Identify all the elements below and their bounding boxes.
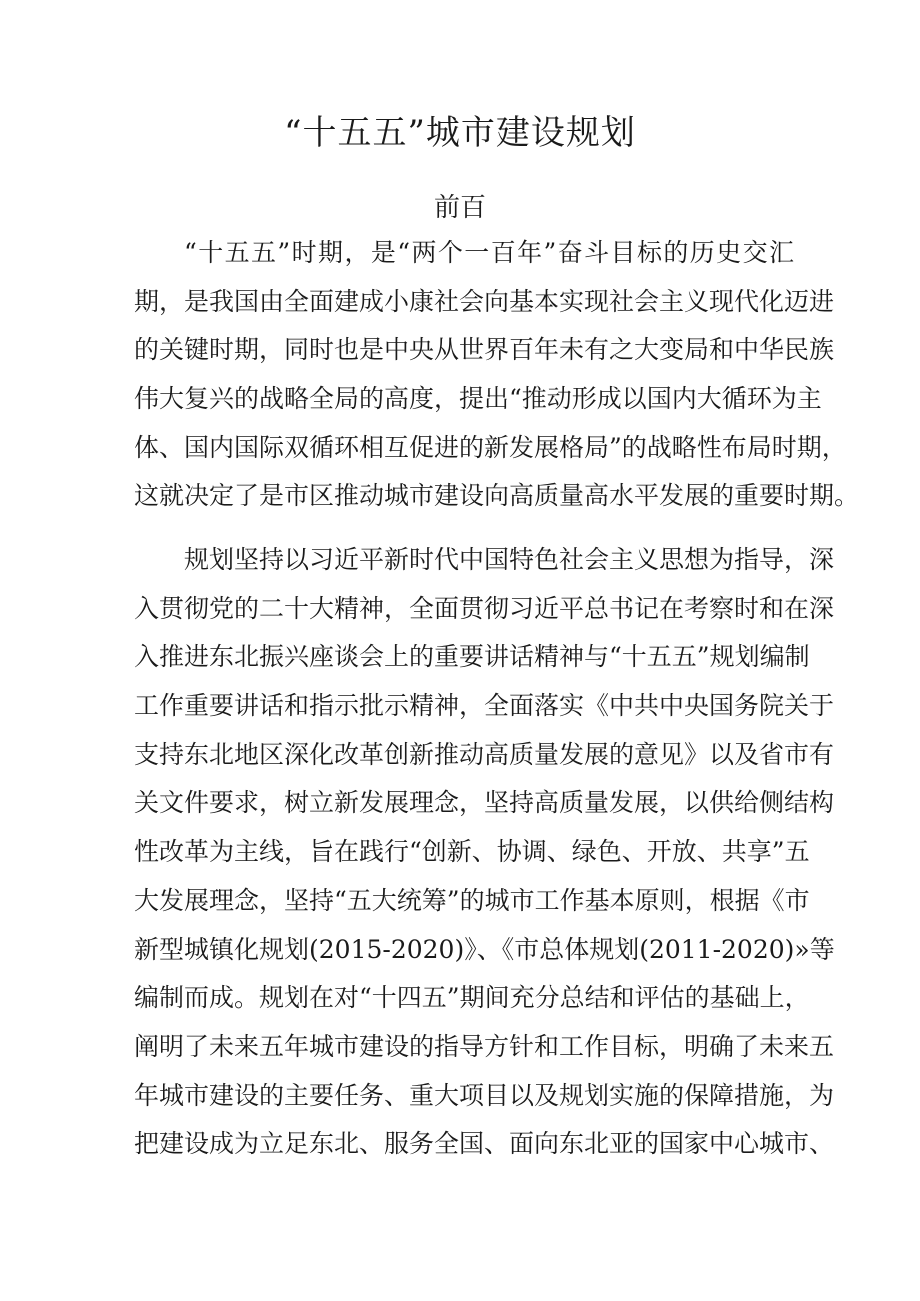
paragraph-2-line: 性改革为主线，旨在践行“创新、协调、绿色、开放、共享”五 (134, 837, 810, 867)
paragraph-2-line: 工作重要讲话和指示批示精神，全面落实《中共中央国务院关于 (134, 691, 835, 721)
paragraph-2-line: 支持东北地区深化改革创新推动高质量发展的意见》以及省市有 (134, 739, 835, 769)
paragraph-1 (134, 229, 860, 521)
paragraph-2-line: 新型城镇化规划(2015-2020)》、《市总体规划(2011-2020)»等 (134, 934, 835, 964)
paragraph-2-line: 阐明了未来五年城市建设的指导方针和工作目标，明确了未来五 (134, 1031, 835, 1061)
paragraph-1-line: 伟大复兴的战略全局的高度，提出“推动形成以国内大循环为主 (134, 384, 822, 414)
paragraph-2-line: 把建设成为立足东北、服务全国、面向东北亚的国家中心城市、 (134, 1129, 835, 1159)
paragraph-2-line: 入推进东北振兴座谈会上的重要讲话精神与“十五五”规划编制 (134, 642, 810, 672)
paragraph-2-line: 入贯彻党的二十大精神，全面贯彻习近平总书记在考察时和在深 (134, 593, 835, 623)
paragraph-1-line: “十五五”时期，是“两个一百年”奋斗目标的历史交汇 (184, 238, 794, 267)
paragraph-1-line: 期，是我国由全面建成小康社会向基本实现社会主义现代化迈进 (134, 286, 835, 316)
paragraph-2 (134, 536, 835, 1169)
paragraph-1-line: 的关键时期，同时也是中央从世界百年未有之大变局和中华民族 (134, 335, 835, 365)
paragraph-1-line: 这就决定了是市区推动城市建设向高质量高水平发展的重要时期。 (134, 481, 860, 511)
paragraph-1-line: 体、国内国际双循环相互促进的新发展格局”的战略性布局时期， (134, 432, 847, 462)
document-title: “十五五”城市建设规划 (284, 113, 636, 153)
paragraph-2-line: 年城市建设的主要任务、重大项目以及规划实施的保障措施，为 (134, 1080, 835, 1110)
paragraph-2-line: 关文件要求，树立新发展理念，坚持高质量发展，以供给侧结构 (134, 788, 835, 818)
paragraph-2-line: 规划坚持以习近平新时代中国特色社会主义思想为指导，深 (184, 545, 835, 574)
paragraph-2-line: 大发展理念，坚持“五大统筹”的城市工作基本原则，根据《市 (134, 885, 810, 915)
paragraph-2-line: 编制而成。规划在对“十四五”期间充分总结和评估的基础上， (134, 983, 810, 1013)
section-heading: 前百 (433, 193, 486, 223)
